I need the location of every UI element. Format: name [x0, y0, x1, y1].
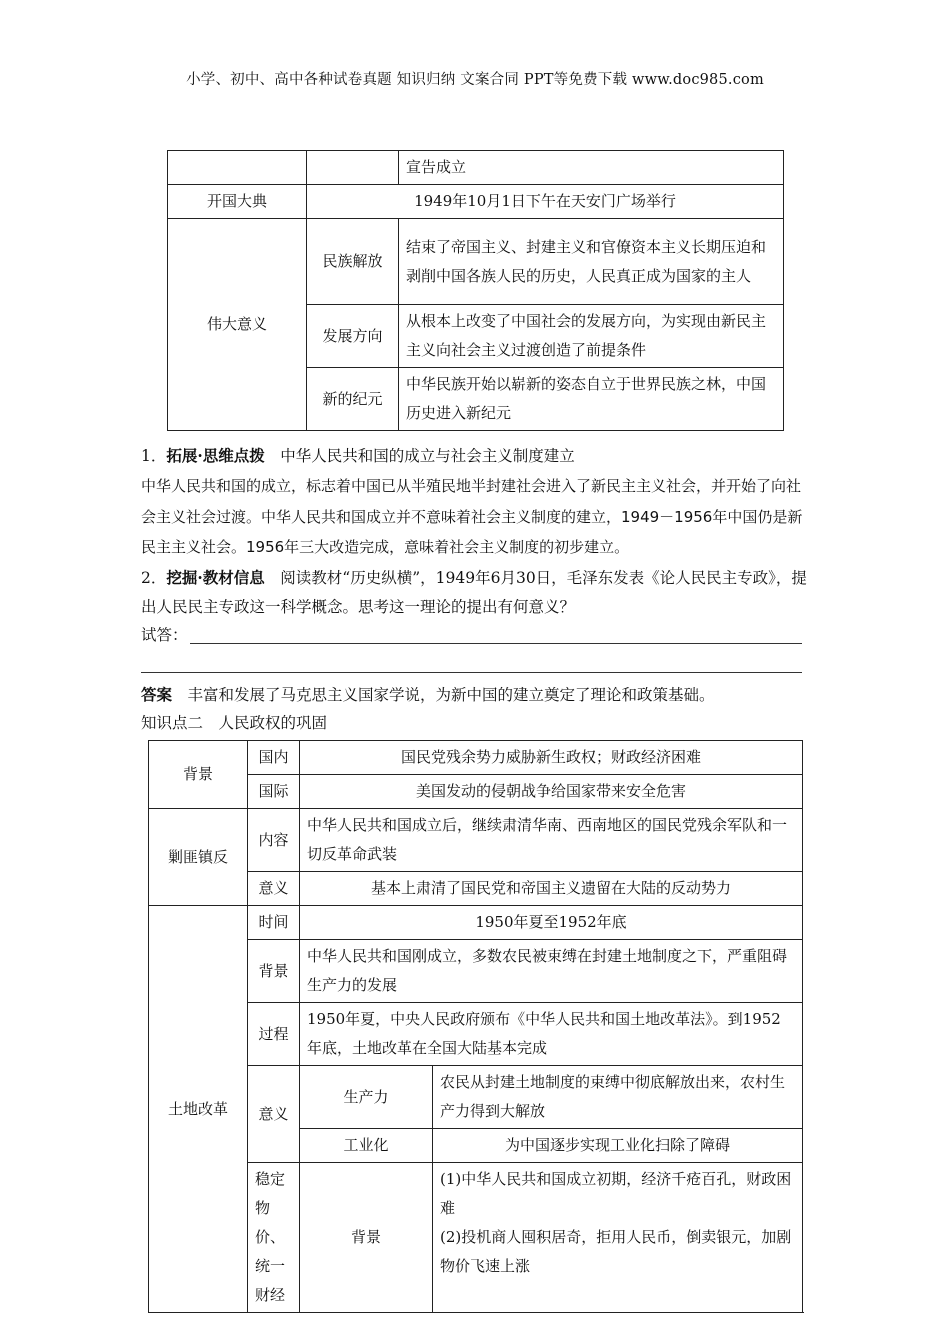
- finance-bg-label: 背景: [300, 1163, 433, 1313]
- answer-prompt: 试答：: [141, 626, 188, 644]
- answer-text: 丰富和发展了马克思主义国家学说，为新中国的建立奠定了理论和政策基础。: [187, 686, 715, 704]
- content-label: 内容: [248, 809, 300, 872]
- process-label: 过程: [248, 1003, 300, 1066]
- section2-title: 挖掘·教材信息: [166, 568, 265, 587]
- section1-number: 1．: [141, 447, 167, 465]
- sub-text: 从根本上改变了中国社会的发展方向，为实现由新民主主义向社会主义过渡创造了前提条件: [399, 305, 784, 368]
- section1-body: 中华人民共和国的成立，标志着中国已从半殖民地半封建社会进入了新民主主义社会，并开始了向社会主义社会过渡。中华人民共和国成立并不意味着社会主义制度的建立，1949－1956年中国仍是新民主主义社会。1956年三大改造完成，意味着社会主义制度的初步建立。: [141, 477, 803, 556]
- knowledge2-heading: 知识点二 人民政权的巩固: [141, 714, 328, 732]
- empty-cell: [307, 151, 399, 185]
- productivity-label: 生产力: [300, 1066, 433, 1129]
- bandits-label: 剿匪镇反: [149, 809, 248, 906]
- industry-text: 为中国逐步实现工业化扫除了障碍: [433, 1129, 803, 1163]
- section2-block: [141, 563, 813, 622]
- answer-block: [141, 680, 813, 710]
- answer-line: [190, 643, 802, 644]
- finance-item: (2)投机商人囤积居奇，拒用人民币，倒卖银元，加剧物价飞速上涨: [440, 1228, 792, 1275]
- finance-label: 稳定物价、统一财经: [248, 1163, 300, 1313]
- time-label: 时间: [248, 906, 300, 940]
- meaning-label: 意义: [248, 872, 300, 906]
- land-bg-text: 中华人民共和国刚成立，多数农民被束缚在封建土地制度之下，严重阻碍生产力的发展: [300, 940, 803, 1003]
- sub-label: 新的纪元: [307, 368, 399, 431]
- land-reform-label: 土地改革: [149, 906, 248, 1313]
- sub-label: 民族解放: [307, 219, 399, 305]
- time-text: 1950年夏至1952年底: [300, 906, 803, 940]
- sub-text: 结束了帝国主义、封建主义和官僚资本主义长期压迫和剥削中国各族人民的历史，人民真正成为国家的主人: [399, 219, 784, 305]
- section1-heading: [141, 441, 813, 471]
- significance-label: 伟大意义: [168, 219, 307, 431]
- domestic-label: 国内: [248, 741, 300, 775]
- finance-bg-text: [433, 1163, 803, 1313]
- section1-title: 拓展·思维点拨: [166, 446, 265, 465]
- meaning-text: 基本上肃清了国民党和帝国主义遗留在大陆的反动势力: [300, 872, 803, 906]
- consolidation-table: [148, 740, 803, 1313]
- background-label: 背景: [149, 741, 248, 809]
- industry-label: 工业化: [300, 1129, 433, 1163]
- productivity-text: 农民从封建土地制度的束缚中彻底解放出来，农村生产力得到大解放: [433, 1066, 803, 1129]
- answer-line: [141, 672, 802, 673]
- content-text: 中华人民共和国成立后，继续肃清华南、西南地区的国民党残余军队和一切反革命武装: [300, 809, 803, 872]
- land-meaning-label: 意义: [248, 1066, 300, 1163]
- sub-label: 发展方向: [307, 305, 399, 368]
- sub-text: 中华民族开始以崭新的姿态自立于世界民族之林，中国历史进入新纪元: [399, 368, 784, 431]
- section1-subtitle: 中华人民共和国的成立与社会主义制度建立: [280, 447, 575, 465]
- intl-text: 美国发动的侵朝战争给国家带来安全危害: [300, 775, 803, 809]
- ceremony-label: 开国大典: [168, 185, 307, 219]
- section2-body: 阅读教材“历史纵横”，1949年6月30日，毛泽东发表《论人民民主专政》，提出人民民主专政这一科学概念。思考这一理论的提出有何意义？: [141, 569, 807, 616]
- land-bg-label: 背景: [248, 940, 300, 1003]
- intl-label: 国际: [248, 775, 300, 809]
- page-header: 小学、初中、高中各种试卷真题 知识归纳 文案合同 PPT等免费下载 www.doc985.com: [186, 72, 764, 88]
- empty-cell: [168, 151, 307, 185]
- declaration-text: 宣告成立: [399, 151, 784, 185]
- process-text: 1950年夏，中央人民政府颁布《中华人民共和国土地改革法》。到1952年底，土地改革在全国大陆基本完成: [300, 1003, 803, 1066]
- section2-number: 2．: [141, 569, 167, 587]
- answer-label: 答案: [141, 685, 173, 704]
- finance-item: (1)中华人民共和国成立初期，经济千疮百孔，财政困难: [440, 1170, 792, 1217]
- ceremony-text: 1949年10月1日下午在天安门广场举行: [307, 185, 784, 219]
- founding-table: [167, 150, 784, 431]
- domestic-text: 国民党残余势力威胁新生政权；财政经济困难: [300, 741, 803, 775]
